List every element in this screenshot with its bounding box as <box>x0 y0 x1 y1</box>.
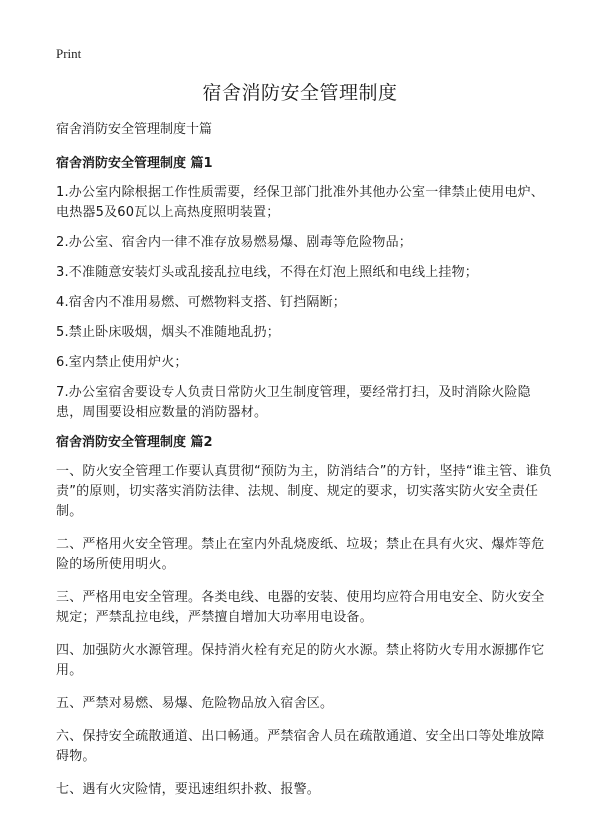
paragraph: 七、遇有火灾险情，要迅速组织扑救、报警。 <box>56 782 321 797</box>
paragraph: 1.办公室内除根据工作性质需要，经保卫部门批准外其他办公室一律禁止使用电炉、电热器5及60瓦以上高热度照明装置； <box>56 185 545 220</box>
paragraph: 5.禁止卧床吸烟，烟头不准随地乱扔； <box>56 325 281 340</box>
paragraph: 2.办公室、宿舍内一律不准存放易燃易爆、剧毒等危险物品； <box>56 235 413 250</box>
paragraph: 四、加强防火水源管理。保持消火栓有充足的防火水源。禁止将防火专用水源挪作它用。 <box>56 643 545 678</box>
section-2 <box>56 433 552 800</box>
document-subtitle: 宿舍消防安全管理制度十篇 <box>56 122 213 137</box>
paragraph: 6.室内禁止使用炉火； <box>56 355 188 370</box>
paragraph: 二、严格用火安全管理。禁止在室内外乱烧废纸、垃圾；禁止在具有火灾、爆炸等危险的场所使用明火。 <box>56 537 545 572</box>
section-heading: 宿舍消防安全管理制度 篇2 <box>56 435 213 450</box>
paragraph: 一、防火安全管理工作要认真贯彻“预防为主，防消结合”的方针，坚持“谁主管、谁负责”的原则，切实落实消防法律、法规、制度、规定的要求，切实落实防火安全责任制。 <box>56 464 553 519</box>
section-heading: 宿舍消防安全管理制度 篇1 <box>56 156 213 171</box>
paragraph: 六、保持安全疏散通道、出口畅通。严禁宿舍人员在疏散通道、安全出口等处堆放障碍物。 <box>56 729 545 764</box>
document-title: 宿舍消防安全管理制度 <box>202 82 398 104</box>
paragraph: 五、严禁对易燃、易爆、危险物品放入宿舍区。 <box>56 696 334 711</box>
section-1 <box>56 154 552 423</box>
print-link[interactable]: Print <box>56 46 82 61</box>
document-body <box>56 120 552 813</box>
paragraph: 三、严格用电安全管理。各类电线、电器的安装、使用均应符合用电安全、防火安全规定；严禁乱拉电线，严禁擅自增加大功率用电设备。 <box>56 590 545 625</box>
paragraph: 4.宿舍内不准用易燃、可燃物料支搭、钉挡隔断； <box>56 295 347 310</box>
paragraph: 7.办公室宿舍要设专人负责日常防火卫生制度管理，要经常打扫，及时消除火险隐患，周围要设相应数量的消防器材。 <box>56 385 531 420</box>
paragraph: 3.不准随意安装灯头或乱接乱拉电线，不得在灯泡上照纸和电线上挂物； <box>56 265 479 280</box>
